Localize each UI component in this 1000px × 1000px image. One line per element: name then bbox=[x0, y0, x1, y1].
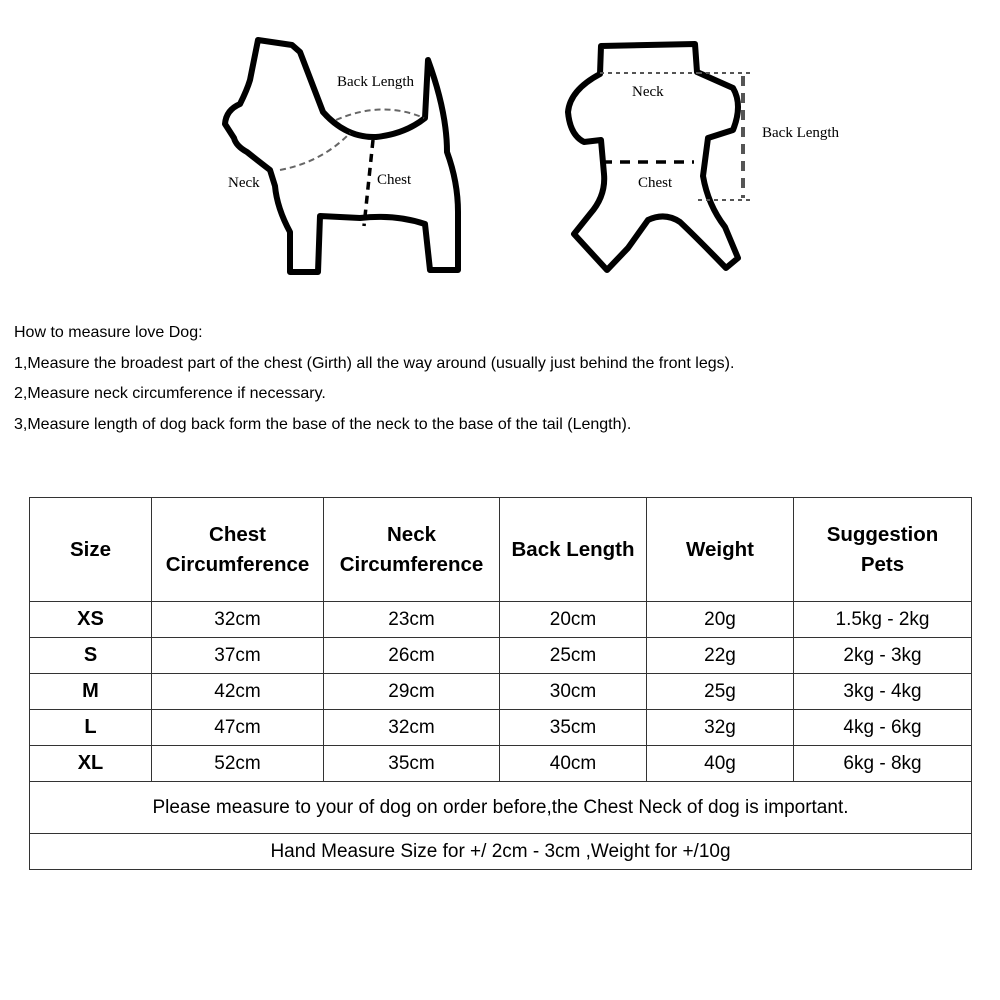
instruction-step: 3,Measure length of dog back form the base of the neck to the base of the tail (Length). bbox=[14, 415, 632, 433]
measuring-instructions bbox=[14, 318, 984, 440]
back-length-cell: 30cm bbox=[500, 674, 647, 710]
table-row bbox=[30, 638, 972, 674]
chest-cell: 37cm bbox=[152, 638, 324, 674]
back-length-line bbox=[336, 109, 424, 120]
chest-cell: 52cm bbox=[152, 746, 324, 782]
neck-cell: 23cm bbox=[324, 602, 500, 638]
tolerance-note: Hand Measure Size for +/ 2cm - 3cm ,Weight for +/10g bbox=[30, 834, 972, 870]
measurement-diagram bbox=[0, 0, 1000, 300]
neck-cell: 29cm bbox=[324, 674, 500, 710]
size-cell: XS bbox=[30, 602, 152, 638]
neck-cell: 32cm bbox=[324, 710, 500, 746]
size-cell: XL bbox=[30, 746, 152, 782]
table-row bbox=[30, 746, 972, 782]
back-length-cell: 25cm bbox=[500, 638, 647, 674]
header-suggestion-pets: Suggestion Pets bbox=[794, 498, 972, 602]
side-back-length-label: Back Length bbox=[337, 74, 415, 90]
table-row bbox=[30, 602, 972, 638]
top-chest-label: Chest bbox=[638, 175, 673, 191]
pets-cell: 2kg - 3kg bbox=[794, 638, 972, 674]
chest-cell: 42cm bbox=[152, 674, 324, 710]
header-size: Size bbox=[30, 498, 152, 602]
garment-outline bbox=[568, 44, 738, 270]
header-neck-circumference: Neck Circumference bbox=[324, 498, 500, 602]
measure-note: Please measure to your of dog on order before,the Chest Neck of dog is important. bbox=[30, 782, 972, 834]
back-length-cell: 40cm bbox=[500, 746, 647, 782]
table-row bbox=[30, 710, 972, 746]
neck-cell: 26cm bbox=[324, 638, 500, 674]
top-neck-label: Neck bbox=[632, 84, 664, 100]
size-chart-table bbox=[29, 497, 972, 870]
size-cell: M bbox=[30, 674, 152, 710]
pets-cell: 6kg - 8kg bbox=[794, 746, 972, 782]
neck-cell: 35cm bbox=[324, 746, 500, 782]
table-row bbox=[30, 674, 972, 710]
table-note-row bbox=[30, 782, 972, 834]
weight-cell: 25g bbox=[647, 674, 794, 710]
side-neck-label: Neck bbox=[228, 175, 260, 191]
top-back-length-label: Back Length bbox=[762, 125, 840, 141]
pets-cell: 4kg - 6kg bbox=[794, 710, 972, 746]
instructions-title: How to measure love Dog: bbox=[14, 324, 203, 341]
weight-cell: 20g bbox=[647, 602, 794, 638]
weight-cell: 32g bbox=[647, 710, 794, 746]
header-weight: Weight bbox=[647, 498, 794, 602]
pets-cell: 1.5kg - 2kg bbox=[794, 602, 972, 638]
weight-cell: 40g bbox=[647, 746, 794, 782]
weight-cell: 22g bbox=[647, 638, 794, 674]
pets-cell: 3kg - 4kg bbox=[794, 674, 972, 710]
size-cell: S bbox=[30, 638, 152, 674]
size-cell: L bbox=[30, 710, 152, 746]
chest-cell: 32cm bbox=[152, 602, 324, 638]
dog-top-view bbox=[568, 44, 738, 270]
back-length-cell: 35cm bbox=[500, 710, 647, 746]
header-chest-circumference: Chest Circumference bbox=[152, 498, 324, 602]
header-back-length: Back Length bbox=[500, 498, 647, 602]
table-note-row bbox=[30, 834, 972, 870]
instruction-step: 1,Measure the broadest part of the chest (Girth) all the way around (usually just behind the front legs). bbox=[14, 354, 735, 372]
back-length-cell: 20cm bbox=[500, 602, 647, 638]
side-chest-label: Chest bbox=[377, 172, 412, 188]
table-header-row bbox=[30, 498, 972, 602]
chest-cell: 47cm bbox=[152, 710, 324, 746]
instruction-step: 2,Measure neck circumference if necessary. bbox=[14, 385, 326, 402]
